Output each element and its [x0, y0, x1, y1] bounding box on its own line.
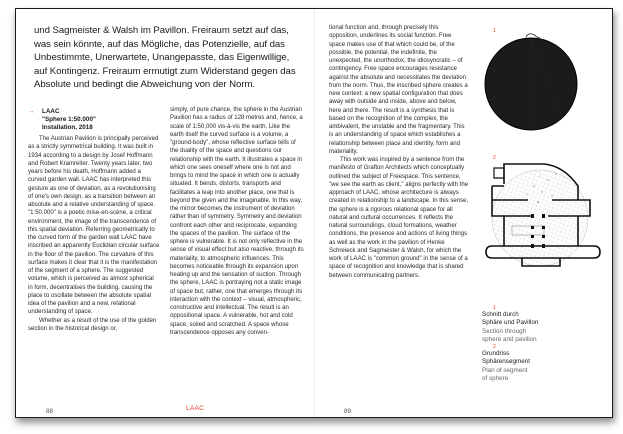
figure-number-1: 1: [493, 28, 496, 34]
text-column-c: [329, 24, 469, 280]
caption-de: Grundriss: [482, 350, 510, 358]
page-number-right: 89: [344, 408, 352, 415]
body-paragraph: The Austrian Pavilion is principally perceived as a strictly symmetrical building. It was built in 1934 according to a design by Josef Hoffmann and Robert Kramreiter. Twenty years later, two years before his death, Hoffmann added a curved garden wall. LAAC has interpreted this gesture as one of deviation, as a revolutionising of one's own design, as a transition between an absolute and a relative understanding of space. "1:50.000" is a poetic mise-en-scène, a critical environment, the image of the transcendence of this spatial deviation. Referring geometrically to the curved form of the garden wall LAAC have inscribed an apparently Euclidian circular surface in the floor of the pavilion. The curvature of this surface makes it clear that it is the manifestation of the segment of a sphere. The suggested volume, which is perceived as almost spherical in form, decentralises the building, causing the place to oscillate between the absolute spatial idea of the pavilion and a new, relational understanding of space.: [28, 136, 160, 316]
body-paragraph: This work was inspired by a sentence from the manifesto of Grafton Architects which conceptually outlined the subject of Freespace. This sentence, "we see the earth as client," aligns perfectly with the approach of LAAC, whose architecture is always created in relationship to a landscape. In this sense, the sphere is a rigorous relational space for all natural and cultural occurrences. It reflects the natural surroundings, cloud formations, weather conditions, the presence and actions of living things as well as the work in the pavilion of Henke Schreieck and Sagmeister & Walsh, for which the work of LAAC is "common ground" in the sense of a space of recognition and knowledge that is shared between communicating partners.: [329, 157, 469, 279]
body-paragraph: Whether as a result of the use of the golden section in the historical design or,: [28, 317, 157, 332]
caption-de: Sphäre und Pavillon: [482, 319, 539, 327]
credit-title: "Sphere 1:50.000": [42, 116, 96, 124]
caption-number: 1: [493, 305, 496, 311]
caption-number: 2: [493, 344, 496, 351]
caption-de: Sphärensegment: [482, 358, 530, 366]
right-page: [315, 9, 614, 417]
body-paragraph: simply, of pure chance, the sphere in the Austrian Pavilion has a radius of 128 metres and, hence, a scale of 1:50,000 vis-à-vis the earth. Like the earth itself the curved surface is a volume, a "ground-body", whose reflective surface tells of the duality of the space and questions our relationship with the earth. It illustrates a space in which one sees oneself where one is not and brings to mind the space in which one is actually situated. It bends, distorts, transports and facilitates a leap into another place, one that is beyond the given and the imaginable. In this way, the mirror becomes the instrument of deviation rather than of symmetry. Symmetry and deviation confront each other and reciprocate, expanding the spaces of the pavilion. The surface of the sphere is vulnerable. It is not only reflective in the sense of visual effect but also reactive, through its materiality, to atmospheric influences. This becomes noticeable through its expansion upon heating up and the sensation of suction. Through the sphere, LAAC is portraying not a static image of space but, rather, one that emerges through its interaction with the context – visual, atmospheric, constructive and intellectual. The result is an oppositional space. A vulnerable, hot and cold space, soiled and scratched. A space whose transcendence opposes any conven-: [170, 107, 304, 336]
book-spread: [15, 8, 613, 418]
figure-number-2: 2: [493, 155, 496, 161]
arrow-right-icon: →: [28, 108, 35, 115]
floor-plan-icon: [482, 156, 607, 271]
left-page: [16, 9, 314, 417]
caption-en: Section through: [482, 327, 527, 335]
text-column-b: [170, 106, 304, 337]
artwork-credit: [28, 108, 158, 133]
figure-captions: [482, 305, 572, 383]
page-number-left: 88: [46, 408, 54, 415]
sphere-section-icon: [482, 29, 582, 133]
caption-en: of sphere: [482, 375, 509, 383]
caption-en: sphere and pavilion: [482, 335, 537, 343]
text-column-a: [28, 135, 160, 333]
credit-artist: LAAC: [42, 108, 60, 115]
running-head: LAAC: [186, 405, 205, 412]
credit-subtitle: Installation, 2018: [42, 124, 93, 132]
body-paragraph: tional function and, through precisely this opposition, underlines its social function. Free space makes use of that which could be, of the possible, the potential, the indefinite, the unexpected, the unorthodox, the idiosyncratic – of contingency. Free space encourages resistance against the absolute and necessitates the deviation from the norm. Thus, the inscribed sphere creates a new context: a new spatial configuration that does away with outside and inside, above and below, here and there. The result is a synthesis that is based on the recognition of the complex, the ambivalent, the unstable and the fragmentary. This is an understanding of space which establishes a relationship between place and identity, form and materiality.: [329, 25, 468, 155]
caption-en: Plan of segment: [482, 366, 528, 374]
caption-de: Schnitt durch: [482, 311, 519, 318]
lead-paragraph-german: und Sagmeister & Walsh im Pavillon. Freiraum setzt auf das, was sein könnte, auf das Mögliche, das Potenzielle, auf das Unbestimmte, Unerwartete, Unangepasste, das Eigenwillige, auf Kontingenz. Freiraum ermutigt zum Widerstand gegen das Absolute und bedingt die Abweichung von der Norm.: [34, 25, 296, 91]
